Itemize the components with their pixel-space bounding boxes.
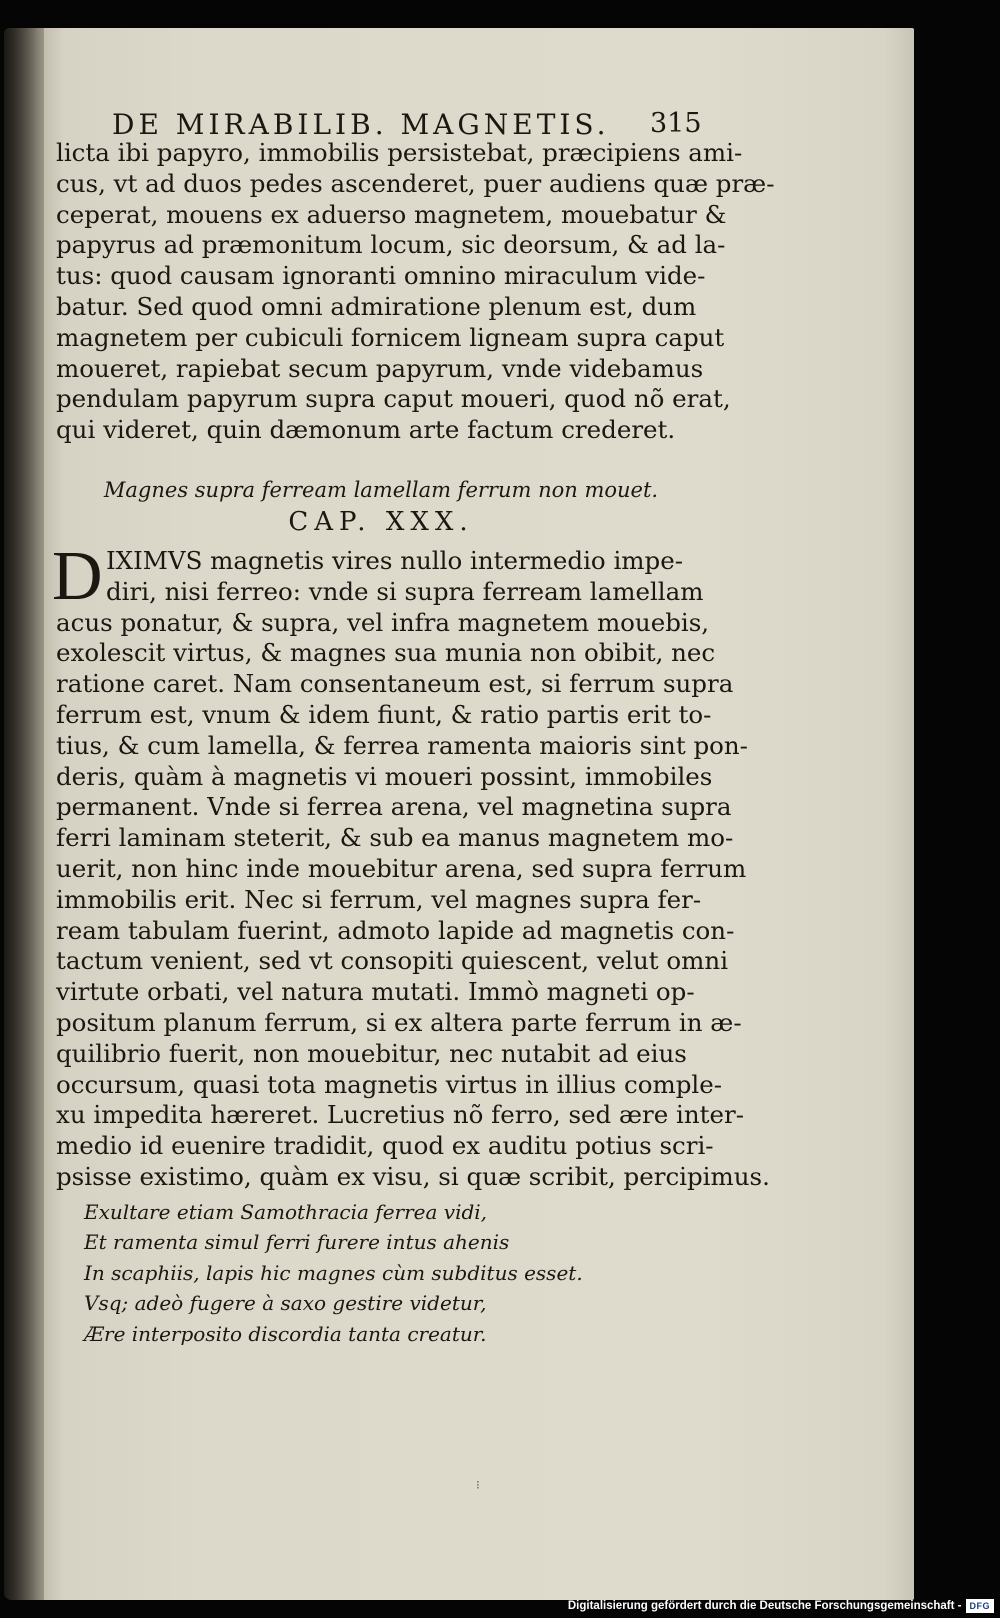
text-line: uerit, non hinc inde mouebitur arena, sed supra ferrum (56, 853, 747, 883)
text-line: moueret, rapiebat secum papyrum, vnde videbamus (56, 353, 704, 383)
text-line: psisse existimo, quàm ex visu, si quæ scribit, percipimus. (56, 1161, 770, 1191)
text-line: diri, nisi ferreo: vnde si supra ferream lamellam (106, 576, 704, 606)
drop-cap: D (52, 537, 103, 615)
paper-speck: ⁝ (476, 1478, 480, 1492)
text-line: deris, quàm à magnetis vi moueri possint, immobiles (56, 761, 713, 791)
verse-line: In scaphiis, lapis hic magnes cùm subditus esset. (84, 1260, 583, 1285)
page-text-block (52, 78, 775, 1349)
text-line: qui videret, quin dæmonum arte factum crederet. (56, 415, 676, 445)
text-line: pendulam papyrum supra caput moueri, quod nõ erat, (56, 384, 731, 414)
running-header (56, 78, 706, 141)
text-line: virtute orbati, vel natura mutati. Immò magneti op- (56, 977, 695, 1007)
text-line: cus, vt ad duos pedes ascenderet, puer audiens quæ præ- (56, 168, 775, 198)
credit-text: Digitalisierung gefördert durch die Deutsche Forschungsgemeinschaft - (567, 1600, 962, 1612)
text-line: medio id euenire tradidit, quod ex auditu potius scri- (56, 1131, 714, 1161)
text-line: tus: quod causam ignoranti omnino miraculum vide- (56, 261, 706, 291)
digitization-credit (568, 1598, 994, 1614)
text-line: quilibrio fuerit, non mouebitur, nec nutabit ad eius (56, 1038, 687, 1068)
text-line: acus ponatur, & supra, vel infra magnetem mouebis, (56, 607, 710, 637)
text-line: ream tabulam fuerint, admoto lapide ad magnetis con- (56, 915, 735, 945)
text-line: tius, & cum lamella, & ferrea ramenta maioris sint pon- (56, 730, 748, 760)
text-line: ratione caret. Nam consentaneum est, si ferrum supra (56, 669, 734, 699)
text-line: immobilis erit. Nec si ferrum, vel magnes supra fer- (56, 884, 702, 914)
text-line: ferrum est, vnum & idem fiunt, & ratio partis erit to- (56, 699, 712, 729)
text-line: exolescit virtus, & magnes sua munia non obibit, nec (56, 638, 716, 668)
text-line: permanent. Vnde si ferrea arena, vel magnetina supra (56, 792, 732, 822)
chapter-heading: CAP. XXX. (288, 506, 474, 537)
verse-line: Exultare etiam Samothracia ferrea vidi, (84, 1199, 488, 1224)
page-number: 315 (650, 108, 702, 139)
chapter-caption: Magnes supra ferream lamellam ferrum non mouet. (103, 477, 659, 502)
chapter-paragraph (52, 537, 770, 1193)
text-line: ceperat, mouens ex aduerso magnetem, mouebatur & (56, 199, 727, 229)
text-line: magnetem per cubiculi fornicem ligneam supra caput (56, 322, 725, 352)
text-line: positum planum ferrum, si ex altera parte ferrum in æ- (56, 1007, 742, 1037)
text-line: batur. Sed quod omni admiratione plenum est, dum (56, 291, 697, 321)
text-line: tactum venient, sed vt consopiti quiescent, velut omni (56, 946, 729, 976)
text-line: ferri laminam steterit, & sub ea manus magnetem mo- (56, 823, 734, 853)
page-gutter-shadow (4, 28, 44, 1600)
text-line: licta ibi papyro, immobilis persistebat, præcipiens ami- (56, 138, 743, 167)
book-page (4, 28, 914, 1600)
text-line: papyrus ad præmonitum locum, sic deorsum, & ad la- (56, 230, 726, 260)
dfg-logo: DFG (966, 1599, 995, 1613)
text-line: xu impedita hæreret. Lucretius nõ ferro, sed ære inter- (56, 1100, 744, 1130)
verse-line: Et ramenta simul ferri furere intus ahenis (84, 1230, 510, 1255)
verse-line: Ære interposito discordia tanta creatur. (84, 1321, 487, 1346)
verse-line: Vsq; adeò fugere à saxo gestire videtur, (84, 1291, 487, 1316)
text-line: occursum, quasi tota magnetis virtus in illius comple- (56, 1069, 723, 1099)
header-title: DE MIRABILIB. MAGNETIS. (112, 108, 610, 141)
text-line: IXIMVS magnetis vires nullo intermedio impe- (106, 545, 683, 575)
paragraph-continued (56, 138, 775, 446)
verse-quotation (56, 1197, 706, 1350)
